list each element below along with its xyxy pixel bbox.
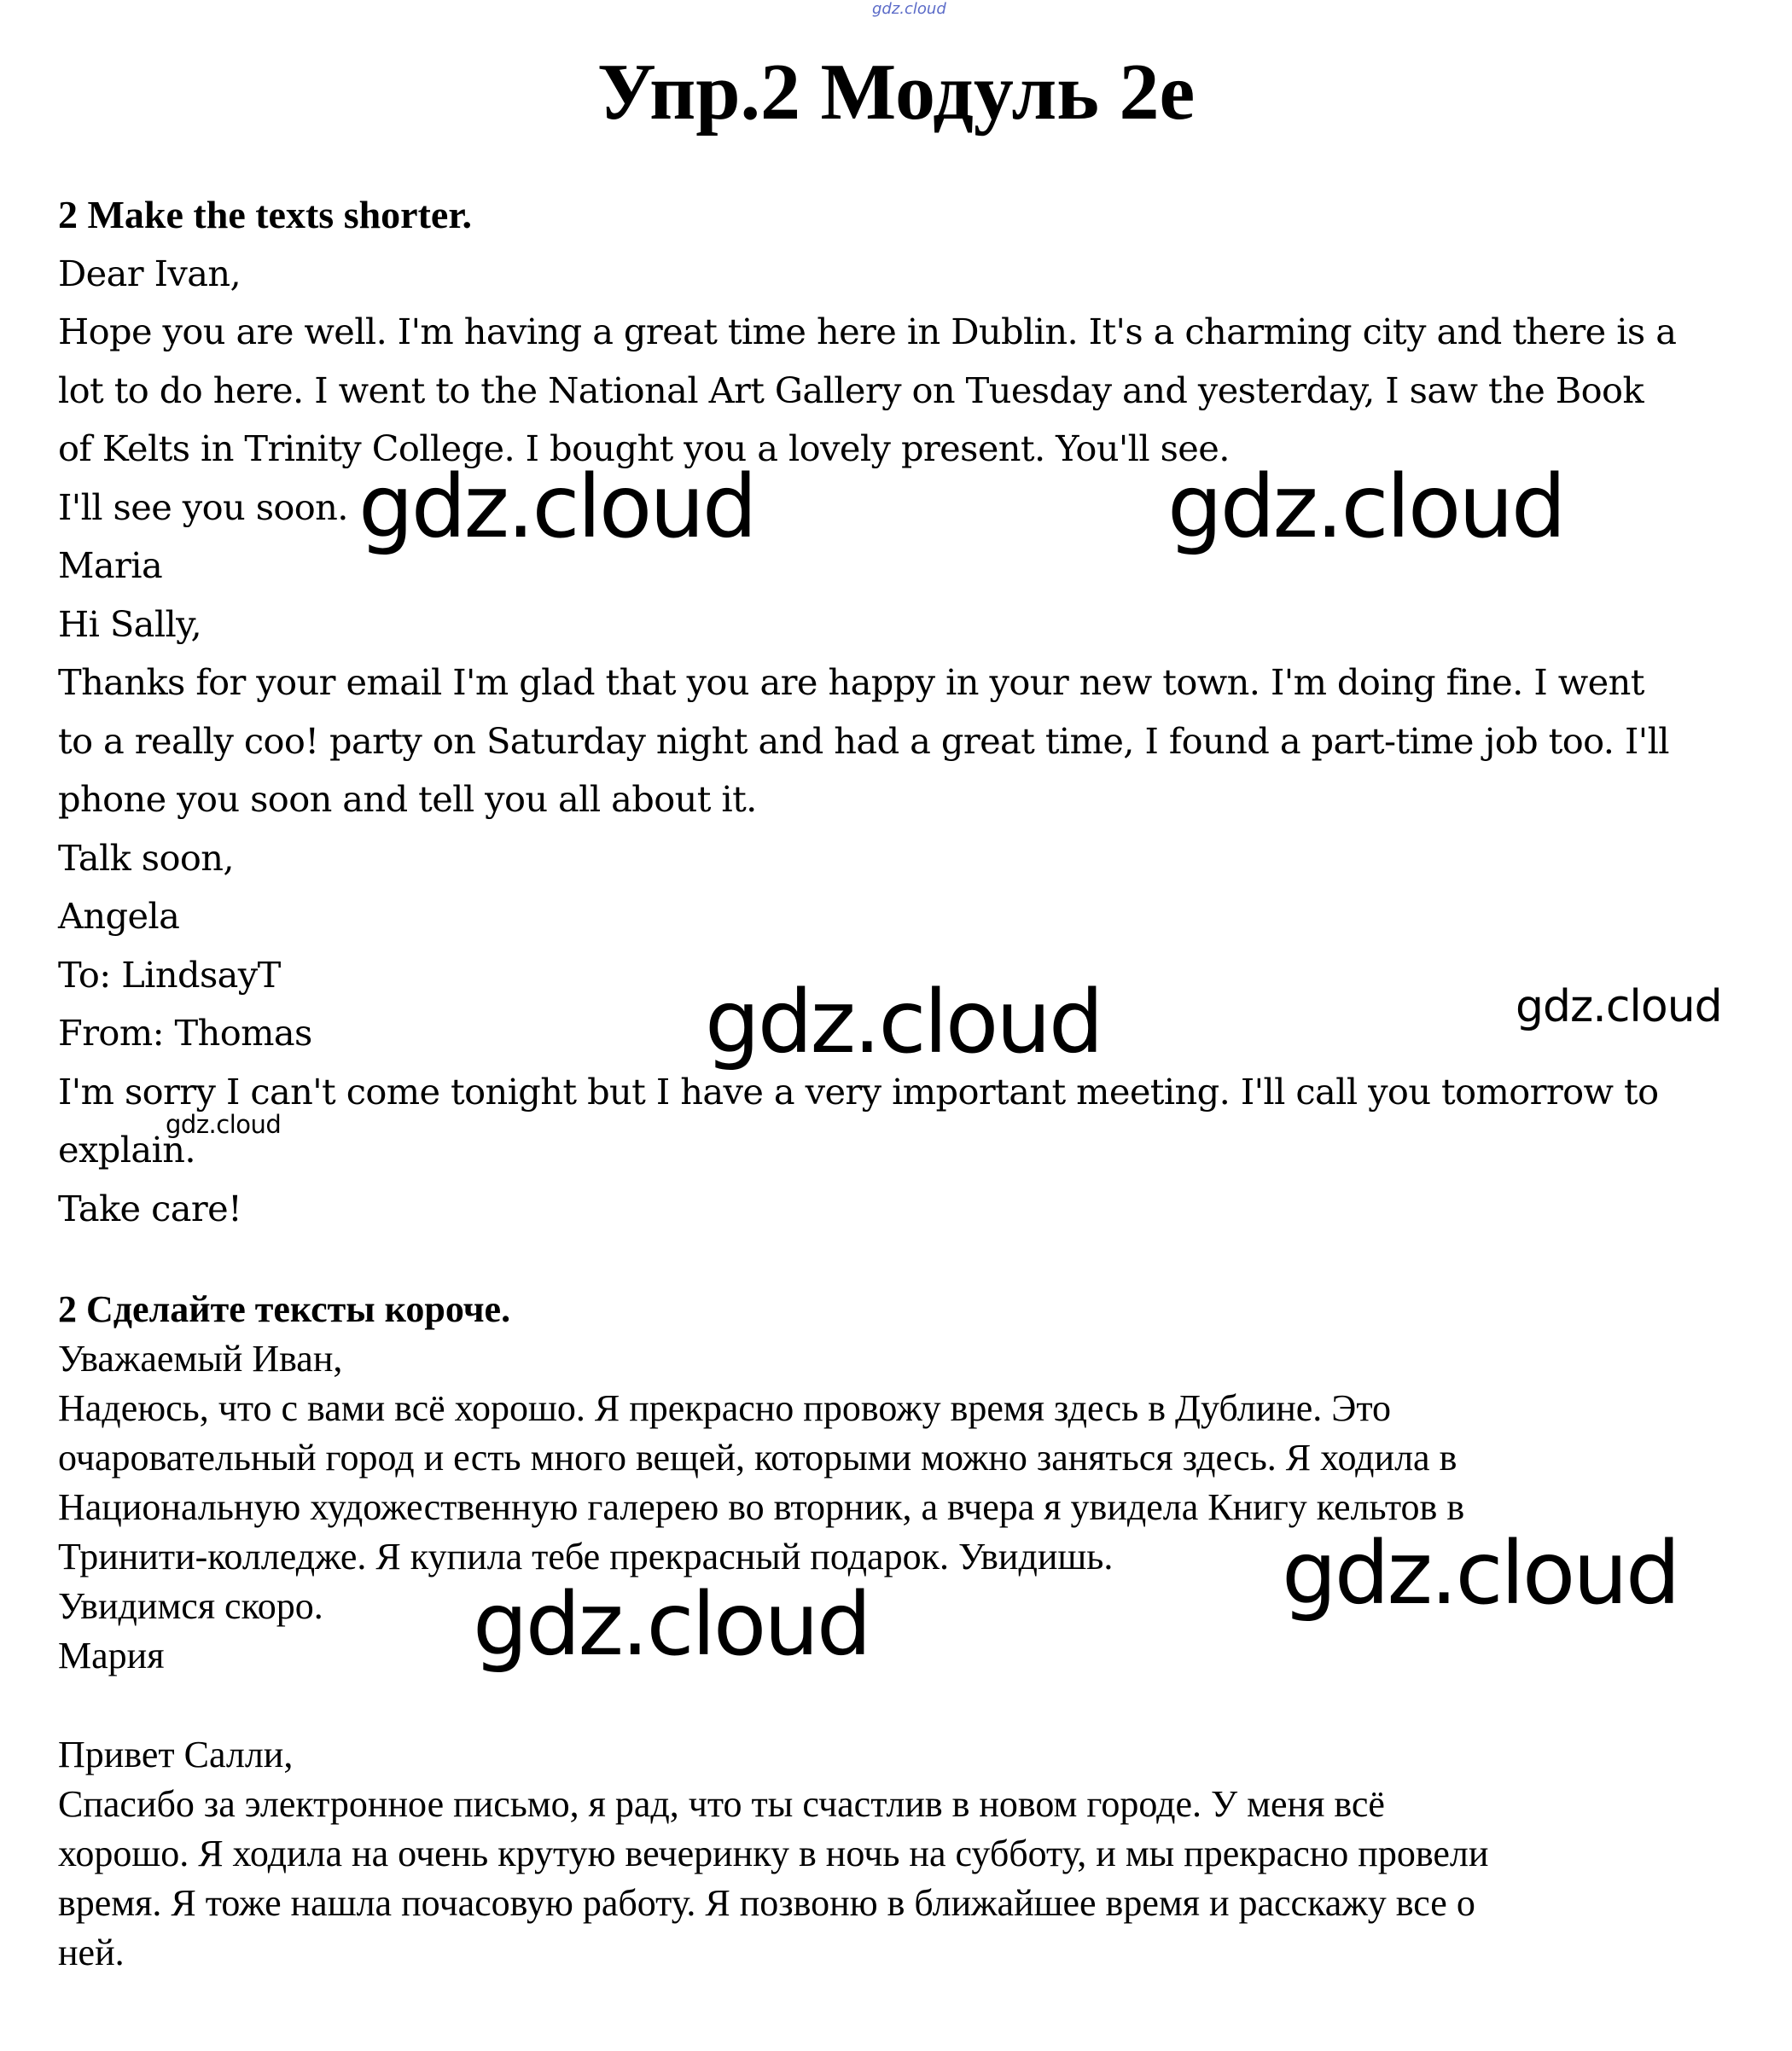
english-line: I'm sorry I can't come tonight but I have a very important meeting. I'll call you tomorrow to	[58, 1070, 1659, 1113]
english-line: lot to do here. I went to the National Art Gallery on Tuesday and yesterday, I saw the Book	[58, 369, 1644, 411]
russian-line: Тринити-колледже. Я купила тебе прекрасный подарок. Увидишь.	[58, 1536, 1114, 1577]
russian-line: Увидимся скоро.	[58, 1585, 323, 1627]
english-line: Angela	[58, 895, 180, 937]
russian-section	[58, 1285, 1765, 1978]
watermark: gdz.cloud	[1282, 1523, 1679, 1624]
english-line: Talk soon,	[58, 836, 234, 879]
english-line: phone you soon and tell you all about it.	[58, 778, 757, 820]
english-line: I'll see you soon.	[58, 485, 348, 528]
russian-line: Привет Салли,	[58, 1734, 294, 1775]
russian-line: время. Я тоже нашла почасовую работу. Я позвоню в ближайшее время и расскажу все о	[58, 1882, 1475, 1924]
english-line: Take care!	[58, 1187, 242, 1229]
english-line: To: LindsayT	[58, 953, 281, 996]
russian-line: Мария	[58, 1635, 165, 1676]
russian-line: очаровательный город и есть много вещей, которыми можно заняться здесь. Я ходила в	[58, 1437, 1457, 1479]
english-line: of Kelts in Trinity College. I bought you a lovely present. You'll see.	[58, 427, 1230, 469]
top-watermark: gdz.cloud	[872, 0, 946, 18]
english-line: Thanks for your email I'm glad that you are happy in your new town. I'm doing fine. I went	[58, 661, 1644, 703]
page-title: Упр.2 Модуль 2e	[596, 48, 1196, 137]
english-line: explain.	[58, 1129, 195, 1171]
english-line: to a really coo! party on Saturday night and had a great time, I found a part-time job too. I'll	[58, 719, 1669, 762]
english-section	[58, 186, 1765, 1238]
russian-gap	[58, 1681, 1765, 1730]
watermark: gdz.cloud	[473, 1574, 870, 1676]
english-line: Maria	[58, 544, 163, 586]
russian-line: Надеюсь, что с вами всё хорошо. Я прекрасно провожу время здесь в Дублине. Это	[58, 1387, 1391, 1429]
english-line: Hope you are well. I'm having a great time here in Dublin. It's a charming city and there is a	[58, 311, 1677, 352]
watermark: gdz.cloud	[705, 972, 1102, 1073]
russian-heading: 2 Сделайте тексты короче.	[58, 1288, 511, 1330]
english-line: From: Thomas	[58, 1012, 312, 1054]
russian-line: Национальную художественную галерею во вторник, а вчера я увидела Книгу кельтов в	[58, 1486, 1465, 1528]
watermark: gdz.cloud	[1516, 981, 1722, 1032]
russian-line: ней.	[58, 1932, 125, 1973]
russian-line: Спасибо за электронное письмо, я рад, что ты счастлив в новом городе. У меня всё	[58, 1783, 1385, 1825]
english-line: Hi Sally,	[58, 602, 202, 645]
watermark: gdz.cloud	[1167, 456, 1564, 558]
watermark: gdz.cloud	[358, 456, 755, 558]
english-line: Dear Ivan,	[58, 252, 241, 294]
russian-line: Уважаемый Иван,	[58, 1338, 343, 1380]
english-heading: 2 Make the texts shorter.	[58, 193, 473, 236]
watermark: gdz.cloud	[166, 1110, 282, 1139]
russian-line: хорошо. Я ходила на очень крутую вечеринку в ночь на субботу, и мы прекрасно провели	[58, 1833, 1489, 1874]
